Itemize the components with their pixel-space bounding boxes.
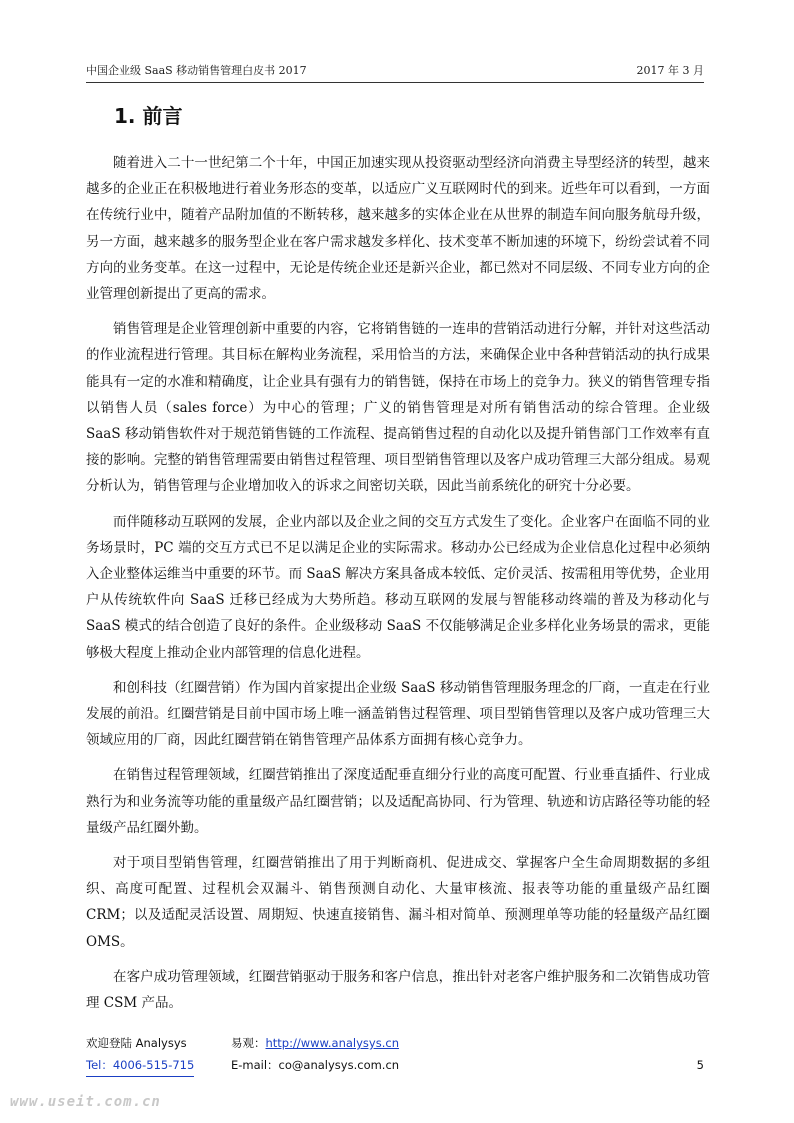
paragraph-1: 随着进入二十一世纪第二个十年，中国正加速实现从投资驱动型经济向消费主导型经济的转型，越来越多的企业正在积极地进行着业务形态的变革，以适应广义互联网时代的到来。近些年可以看到，一方面在传统行业中，随着产品附加值的不断转移，越来越多的实体企业在从世界的制造车间向服务航母升级，另一方面，越来越多的服务型企业在客户需求越发多样化、技术变革不断加速的环境下，纷纷尝试着不同方向的业务变革。在这一过程中，无论是传统企业还是新兴企业，都已然对不同层级、不同专业方向的企业管理创新提出了更高的需求。 bbox=[86, 155, 710, 303]
page-footer bbox=[86, 1032, 704, 1076]
footer-email[interactable]: E-mail：co@analysys.com.cn bbox=[231, 1058, 400, 1072]
section-title: 1. 前言 bbox=[114, 104, 183, 128]
paragraph-6: 对于项目型销售管理，红圈营销推出了用于判断商机、促进成交、掌握客户全生命周期数据的多组织、高度可配置、过程机会双漏斗、销售预测自动化、大量审核流、报表等功能的重量级产品红圈 CRM；以及适配灵活设置、周期短、快速直接销售、漏斗相对简单、预测理单等功能的轻量级产品红圈 OMS。 bbox=[86, 855, 710, 950]
paragraph-4: 和创科技（红圈营销）作为国内首家提出企业级 SaaS 移动销售管理服务理念的厂商，一直走在行业发展的前沿。红圈营销是目前中国市场上唯一涵盖销售过程管理、项目型销售管理以及客户成功管理三大领域应用的厂商，因此红圈营销在销售管理产品体系方面拥有核心竞争力。 bbox=[86, 679, 710, 749]
header-date: 2017 年 3 月 bbox=[636, 64, 704, 77]
paragraph-5: 在销售过程管理领域，红圈营销推出了深度适配垂直细分行业的高度可配置、行业垂直插件、行业成熟行为和业务流等功能的重量级产品红圈营销；以及适配高协同、行为管理、轨迹和访店路径等功能的轻量级产品红圈外勤。 bbox=[86, 767, 710, 836]
footer-welcome: 欢迎登陆 Analysys bbox=[86, 1036, 187, 1050]
footer-site-link[interactable]: http://www.analysys.cn bbox=[265, 1036, 399, 1050]
paragraph-2: 销售管理是企业管理创新中重要的内容，它将销售链的一连串的营销活动进行分解，并针对这些活动的作业流程进行管理。其目标在解构业务流程，采用恰当的方法，来确保企业中各种营销活动的执行成果能具有一定的水准和精确度，让企业具有强有力的销售链，保持在市场上的竞争力。狭义的销售管理专指以销售人员（sales force）为中心的管理；广义的销售管理是对所有销售活动的综合管理。企业级 SaaS 移动销售软件对于规范销售链的工作流程、提高销售过程的自动化以及提升销售部门工作效率有直接的影响。完整的销售管理需要由销售过程管理、项目型销售管理以及客户成功管理三大部分组成。易观分析认为，销售管理与企业增加收入的诉求之间密切关联，因此当前系统化的研究十分必要。 bbox=[86, 321, 710, 495]
paragraph-3: 而伴随移动互联网的发展，企业内部以及企业之间的交互方式发生了变化。企业客户在面临不同的业务场景时，PC 端的交互方式已不足以满足企业的实际需求。移动办公已经成为企业信息化过程中必须纳入企业整体运维当中重要的环节。而 SaaS 解决方案具备成本较低、定价灵活、按需租用等优势，企业用户从传统软件向 SaaS 迁移已经成为大势所趋。移动互联网的发展与智能移动终端的普及为移动化与 SaaS 模式的结合创造了良好的条件。企业级移动 SaaS 不仅能够满足企业多样化业务场景的需求，更能够极大程度上推动企业内部管理的信息化进程。 bbox=[86, 513, 710, 661]
footer-tel[interactable]: Tel：4006-515-715 bbox=[86, 1054, 194, 1077]
page-number: 5 bbox=[696, 1058, 704, 1072]
footer-site-label: 易观： bbox=[231, 1036, 266, 1050]
body-text bbox=[86, 150, 710, 1025]
paragraph-7: 在客户成功管理领域，红圈营销驱动于服务和客户信息，推出针对老客户维护服务和二次销售成功管理 CSM 产品。 bbox=[86, 968, 710, 1012]
footer-site bbox=[231, 1032, 399, 1054]
watermark: www.useit.com.cn bbox=[10, 1094, 161, 1110]
header-doc-title: 中国企业级 SaaS 移动销售管理白皮书 2017 bbox=[86, 64, 307, 77]
page-header bbox=[86, 60, 704, 83]
